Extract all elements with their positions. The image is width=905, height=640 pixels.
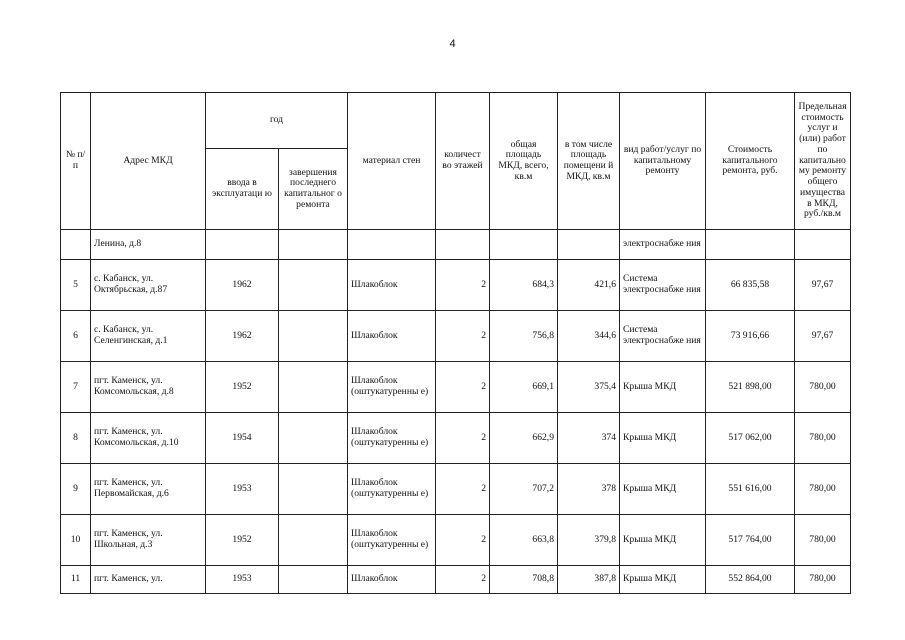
cell-year <box>206 230 279 260</box>
cell-max-cost: 780,00 <box>795 464 851 515</box>
cell-cost: 552 864,00 <box>706 566 795 594</box>
cell-num: 7 <box>61 362 91 413</box>
table-row <box>61 311 851 362</box>
cell-material: Шлакоблок <box>348 260 436 311</box>
header-total-area: общая площадь МКД, всего, кв.м <box>490 93 558 230</box>
cell-num: 8 <box>61 413 91 464</box>
cell-repair-year <box>279 464 348 515</box>
cell-material <box>348 230 436 260</box>
cell-material: Шлакоблок (оштукатуренны е) <box>348 515 436 566</box>
cell-material: Шлакоблок (оштукатуренны е) <box>348 413 436 464</box>
page-number: 4 <box>449 38 456 50</box>
cell-total-area <box>490 230 558 260</box>
cell-floors: 2 <box>436 464 490 515</box>
cell-cost: 551 616,00 <box>706 464 795 515</box>
cell-material: Шлакоблок <box>348 311 436 362</box>
cell-num: 6 <box>61 311 91 362</box>
cell-premises-area: 375,4 <box>558 362 620 413</box>
cell-repair-year <box>279 260 348 311</box>
cell-repair-year <box>279 515 348 566</box>
cell-address: пгт. Каменск, ул. Первомайская, д.6 <box>91 464 206 515</box>
header-cost: Стоимость капитального ремонта, руб. <box>706 93 795 230</box>
cell-address: с. Кабанск, ул. Селенгинская, д.1 <box>91 311 206 362</box>
cell-material: Шлакоблок (оштукатуренны е) <box>348 362 436 413</box>
header-floors: количест во этажей <box>436 93 490 230</box>
table-row <box>61 413 851 464</box>
cell-year: 1953 <box>206 566 279 594</box>
header-max-cost: Предельная стоимость услуг и (или) работ по капитально му ремонту общего имущества в МКД, руб./кв.м <box>795 93 851 230</box>
cell-work: Крыша МКД <box>620 413 706 464</box>
cell-total-area: 684,3 <box>490 260 558 311</box>
cell-premises-area: 387,8 <box>558 566 620 594</box>
cell-max-cost: 780,00 <box>795 515 851 566</box>
cell-year: 1953 <box>206 464 279 515</box>
cell-floors: 2 <box>436 566 490 594</box>
header-address: Адрес МКД <box>91 93 206 230</box>
cell-cost: 521 898,00 <box>706 362 795 413</box>
header-wall-material: материал стен <box>348 93 436 230</box>
cell-work: Крыша МКД <box>620 566 706 594</box>
header-year-commission: ввода в эксплуатаци ю <box>206 149 279 230</box>
cell-total-area: 756,8 <box>490 311 558 362</box>
header-premises-area: в том числе площадь помещени й МКД, кв.м <box>558 93 620 230</box>
cell-repair-year <box>279 566 348 594</box>
cell-num: 5 <box>61 260 91 311</box>
cell-address: пгт. Каменск, ул. Комсомольская, д.8 <box>91 362 206 413</box>
cell-year: 1952 <box>206 362 279 413</box>
cell-premises-area: 344,6 <box>558 311 620 362</box>
cell-total-area: 707,2 <box>490 464 558 515</box>
cell-floors: 2 <box>436 260 490 311</box>
cell-cost: 66 835,58 <box>706 260 795 311</box>
cell-material: Шлакоблок (оштукатуренны е) <box>348 464 436 515</box>
cell-premises-area <box>558 230 620 260</box>
cell-total-area: 669,1 <box>490 362 558 413</box>
cell-max-cost: 780,00 <box>795 413 851 464</box>
cell-max-cost <box>795 230 851 260</box>
cell-premises-area: 379,8 <box>558 515 620 566</box>
cell-material: Шлакоблок <box>348 566 436 594</box>
cell-cost: 517 062,00 <box>706 413 795 464</box>
cell-max-cost: 97,67 <box>795 260 851 311</box>
cell-cost: 517 764,00 <box>706 515 795 566</box>
cell-max-cost: 780,00 <box>795 566 851 594</box>
header-work-type: вид работ/услуг по капитальному ремонту <box>620 93 706 230</box>
cell-repair-year <box>279 311 348 362</box>
cell-floors: 2 <box>436 515 490 566</box>
table-row <box>61 515 851 566</box>
cell-premises-area: 378 <box>558 464 620 515</box>
cell-repair-year <box>279 362 348 413</box>
cell-premises-area: 421,6 <box>558 260 620 311</box>
cell-work: электроснабже ния <box>620 230 706 260</box>
header-num: № п/п <box>61 93 91 230</box>
cell-max-cost: 97,67 <box>795 311 851 362</box>
cell-repair-year <box>279 413 348 464</box>
cell-work: Крыша МКД <box>620 464 706 515</box>
cell-repair-year <box>279 230 348 260</box>
cell-num: 9 <box>61 464 91 515</box>
cell-floors: 2 <box>436 413 490 464</box>
cell-address: пгт. Каменск, ул. Комсомольская, д.10 <box>91 413 206 464</box>
table-row <box>61 260 851 311</box>
cell-num: 11 <box>61 566 91 594</box>
table-row <box>61 464 851 515</box>
header-year-group: год <box>206 93 348 149</box>
table-row <box>61 362 851 413</box>
cell-max-cost: 780,00 <box>795 362 851 413</box>
cell-total-area: 663,8 <box>490 515 558 566</box>
cell-address: с. Кабанск, ул. Октябрьская, д.87 <box>91 260 206 311</box>
cell-cost: 73 916,66 <box>706 311 795 362</box>
cell-floors <box>436 230 490 260</box>
cell-year: 1962 <box>206 260 279 311</box>
cell-num: 10 <box>61 515 91 566</box>
cell-address: пгт. Каменск, ул. Школьная, д.3 <box>91 515 206 566</box>
cell-total-area: 708,8 <box>490 566 558 594</box>
cell-floors: 2 <box>436 362 490 413</box>
table-row <box>61 566 851 594</box>
cell-year: 1962 <box>206 311 279 362</box>
cell-total-area: 662,9 <box>490 413 558 464</box>
cell-work: Крыша МКД <box>620 515 706 566</box>
cell-floors: 2 <box>436 311 490 362</box>
header-year-last-repair: завершения последнего капитальног о ремонта <box>279 149 348 230</box>
cell-work: Система электроснабже ния <box>620 311 706 362</box>
cell-address: Ленина, д.8 <box>91 230 206 260</box>
header-row-1 <box>61 93 851 149</box>
cell-year: 1954 <box>206 413 279 464</box>
cell-num <box>61 230 91 260</box>
cell-work: Система электроснабже ния <box>620 260 706 311</box>
cell-cost <box>706 230 795 260</box>
capital-repair-table <box>60 92 851 594</box>
continuation-row <box>61 230 851 260</box>
cell-address: пгт. Каменск, ул. <box>91 566 206 594</box>
cell-premises-area: 374 <box>558 413 620 464</box>
cell-year: 1952 <box>206 515 279 566</box>
cell-work: Крыша МКД <box>620 362 706 413</box>
